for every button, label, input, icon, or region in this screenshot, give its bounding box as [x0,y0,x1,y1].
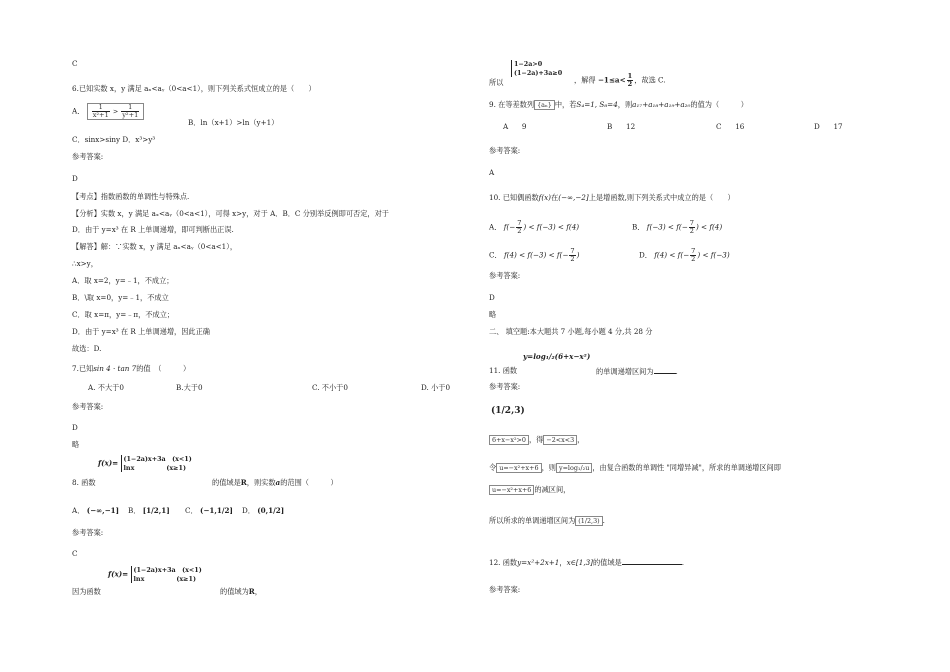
q8-solution-tail: 的值域为R， [220,587,262,596]
answer-label-8: 参考答案: [72,528,104,537]
question-8: 8. 函数 [72,478,96,487]
q7-option-c: C. 不小于0 [312,383,348,392]
right-column [489,0,909,672]
q8-option-c: C． (−1,1/2] [185,506,233,515]
q8-tail: 的值域是R，则实数a的范围（ ） [212,478,338,487]
jieda-line-3: A．取 x=2，y=﹣1，不成立； [72,276,174,285]
jieda: 【解答】解：∵实数 x，y 满足 aₓ<aᵧ（0<a<1）， [72,242,238,251]
sol11-line-4: 所以所求的单调递增区间为 (1/2,3) . [489,516,605,525]
answer-label-10: 参考答案: [489,271,521,280]
question-12: 12. 函数y=x²+2x+1，x∈[1,3]的值域是 . [489,558,685,567]
answer-11: (1/2,3) [491,406,525,416]
answer-9: A [489,168,495,177]
answer-label-9: 参考答案: [489,146,521,155]
q8-option-d: D． (0,1/2] [242,506,285,515]
jieda-line-4: B．\取 x=0，y=﹣1，不成立 [72,293,169,302]
r1-prefix: 所以 [489,78,504,87]
answer-label-7: 参考答案: [72,402,104,411]
q7-option-a: A. 不大于0 [88,383,124,392]
lue-10: 略 [489,310,497,319]
q9-option-b: B 12 [607,122,636,131]
q8-sol-function: f(x)= (1−2a)x+3a (x<1) lnx (x≥1) [108,566,202,583]
lue-7: 略 [72,440,80,449]
q8-option-a: A． (−∞,−1] [72,506,120,515]
kaodian: 【考点】指数函数的单调性与特殊点. [72,192,190,201]
answer-label-6: 参考答案: [72,152,104,161]
q7-option-b: B.大于0 [176,383,203,392]
prev-answer: C [72,59,78,68]
jieda-line-2: ∴x>y， [72,259,98,268]
answer-10: D [489,293,495,302]
q11-tail: 的单调递增区间为 . [596,367,678,376]
question-6: 6.已知实数 x，y 满足 aₓ<aᵧ（0<a<1），则下列关系式恒成立的是（ ） [72,84,316,93]
question-11: 11. 函数 [489,366,518,375]
q6-option-cd: C．sinx>siny D．x³>y³ [72,135,156,144]
q10-option-d: D． f(4) < f(− $\frac{7}{2}$ ) < f(−3) [639,247,730,263]
answer-7: D [72,423,78,432]
jieda-line-7: 故选：D. [72,344,102,353]
answer-6: D [72,174,78,183]
question-10: 10. 已知偶函数f(x)在(−∞,−2]上是增函数,则下列关系式中成立的是（ ） [489,193,735,202]
sol11-line-3: u=−x²+x+6 的减区间， [489,485,570,495]
answer-label-12: 参考答案: [489,585,521,594]
answer-label-11: 参考答案: [489,382,521,391]
q7-option-d: D. 小于0 [421,383,451,392]
section-2-heading: 二、 填空题:本大题共 7 小题,每小题 4 分,共 28 分 [489,327,653,336]
q11-expr: y=log₁/₂(6+x−x²) [523,352,591,361]
q9-option-c: C 16 [716,122,745,131]
fenxi-cont: D．由于 y=x³ 在 R 上单调递增，即可判断出正误. [72,225,234,234]
q12-blank[interactable] [622,557,682,565]
answer-8: C [72,549,78,558]
q10-option-c: C． f(4) < f(−3) < f(− $\frac{7}{2}$ ) [489,247,580,263]
q9-option-d: D 17 [814,122,843,131]
q8-solution: 因为函数 [72,587,101,596]
r1-system: 1−2a>0 (1−2a)+3a≥0 [511,60,562,77]
q7-expr: sin 4 · tan 7 [93,364,137,373]
question-7: 7.已知sin 4 · tan 7的值 （ ） [72,364,191,373]
q11-blank[interactable] [654,366,676,374]
jieda-line-6: D．由于 y=x³ 在 R 上单调递增，因此正确 [72,327,210,336]
q8-option-b: B． [1/2,1] [128,506,170,515]
left-column [72,0,495,672]
fenxi: 【分析】实数 x，y 满足 aₓ<aᵧ（0<a<1），可得 x>y，对于 A．B．C 分别举反例即可否定，对于 [72,209,389,218]
q6-option-a-label: A． [72,106,85,116]
question-9: 9. 在等差数列 {aₙ} 中，若S₄=1, S₈=4，则a₁₇+a₁₈+a₁₉+a₂₀的值为（ ） [489,100,748,109]
q8-function: f(x)= (1−2a)x+3a (x<1) lnx (x≥1) [98,455,192,472]
q6-option-b: B．ln（x+1）>ln（y+1） [188,118,279,127]
q6-option-a [72,103,144,120]
q10-option-b: B． f(−3) < f(− $\frac{7}{2}$ ) < f(4) [632,219,723,235]
sol11-line-1: 6+x−x²>0 ，得 −2<x<3 ， [489,435,584,445]
sol11-line-2: 令 u=−x²+x+6 ，则 y=log₁/₂u ，由复合函数的单调性 "同增异减"，所求的单调递增区间即 [489,463,781,472]
r1-result: ，解得 −1≤a< $\frac{1}{2}$ ，故选 C. [574,72,666,88]
q6-option-a-formula: $\frac{1}{\text{x²+1}}$ > $\frac{1}{\text{y²+1}}$ [87,103,145,120]
jieda-line-5: C．取 x=π，y=﹣π，不成立； [72,310,175,319]
q10-option-a: A． f(− $\frac{7}{2}$ ) < f(−3) < f(4) [489,219,580,235]
q9-option-a: A 9 [503,122,527,131]
